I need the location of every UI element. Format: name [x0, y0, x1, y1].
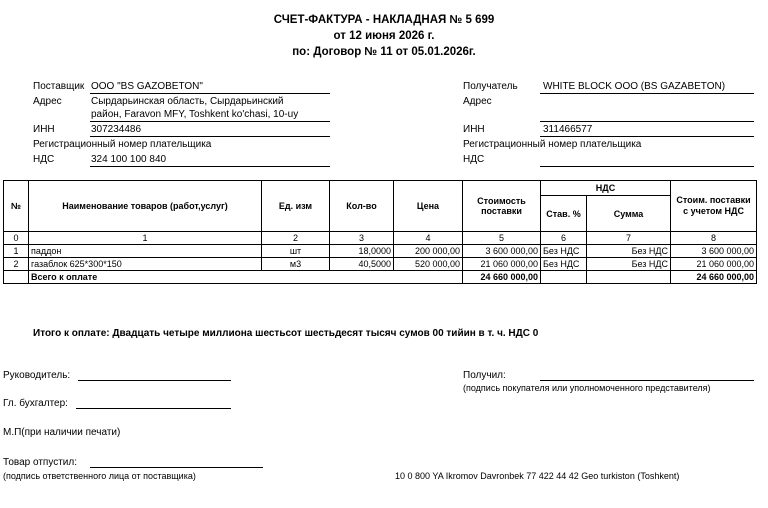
stamp-label: М.П(при наличии печати) [3, 427, 121, 438]
header-vat-rate: Став. % [541, 196, 587, 232]
supplier-name-line [90, 93, 330, 94]
colnum: 5 [463, 232, 541, 245]
supplier-address-line [90, 121, 330, 122]
table-row [4, 245, 757, 258]
accountant-signature-line [76, 408, 231, 409]
table-row [4, 258, 757, 271]
row-qty: 18,0000 [330, 245, 394, 258]
supplier-address-label: Адрес [33, 96, 62, 107]
buyer-address-line [540, 121, 754, 122]
buyer-inn: 311466577 [543, 124, 593, 135]
header-qty: Кол-во [330, 181, 394, 232]
header-price: Цена [394, 181, 463, 232]
row-vat-sum: Без НДС [587, 258, 671, 271]
row-price: 200 000,00 [394, 245, 463, 258]
supplier-vat-line [90, 166, 330, 167]
row-vat-sum: Без НДС [587, 245, 671, 258]
footer-note: 10 0 800 YA Ikromov Davronbek 77 422 44 42 Geo turkiston (Toshkent) [395, 471, 680, 481]
header-vat-group: НДС [541, 181, 671, 196]
row-name: газаблок 625*300*150 [29, 258, 262, 271]
buyer-vat-line [540, 166, 754, 167]
row-cost: 3 600 000,00 [463, 245, 541, 258]
total-vat-rate-cell [541, 271, 587, 284]
total-label: Всего к оплате [29, 271, 463, 284]
row-vat-rate: Без НДС [541, 258, 587, 271]
buyer-address-label: Адрес [463, 96, 492, 107]
supplier-address-line2: район, Faravon MFY, Toshkent ko'chasi, 10-uy [91, 109, 299, 120]
colnum: 1 [29, 232, 262, 245]
colnum: 8 [671, 232, 757, 245]
invoice-date: от 12 июня 2026 г. [333, 30, 435, 42]
row-no: 2 [4, 258, 29, 271]
row-price: 520 000,00 [394, 258, 463, 271]
buyer-vat-label: НДС [463, 154, 485, 165]
invoice-title: СЧЕТ-ФАКТУРА - НАКЛАДНАЯ № 5 699 [273, 14, 495, 26]
buyer-name-line [540, 93, 754, 94]
header-unit: Ед. изм [262, 181, 330, 232]
row-name: паддон [29, 245, 262, 258]
total-with-vat: 24 660 000,00 [671, 271, 757, 284]
accountant-signature-label: Гл. бухгалтер: [3, 398, 68, 409]
supplier-inn: 307234486 [91, 124, 142, 135]
colnum: 7 [587, 232, 671, 245]
row-unit: шт [262, 245, 330, 258]
buyer-label: Получатель [463, 81, 518, 92]
total-cost: 24 660 000,00 [463, 271, 541, 284]
released-note: (подпись ответственного лица от поставщика) [3, 471, 196, 481]
total-vat-sum-cell [587, 271, 671, 284]
header-name: Наименование товаров (работ,услуг) [29, 181, 262, 232]
invoice-contract: по: Договор № 11 от 05.01.2026г. [292, 46, 476, 58]
row-no: 1 [4, 245, 29, 258]
row-qty: 40,5000 [330, 258, 394, 271]
received-label: Получил: [463, 370, 506, 381]
supplier-vat: 324 100 100 840 [91, 154, 167, 165]
supplier-inn-line [90, 136, 330, 137]
supplier-vat-label: НДС [33, 154, 55, 165]
total-no-cell [4, 271, 29, 284]
supplier-label: Поставщик [33, 81, 85, 92]
table-column-numbers-row [4, 232, 757, 245]
buyer-name: WHITE BLOCK ООО (BS GAZABETON) [543, 81, 726, 92]
header-cost: Стоимость поставки [463, 181, 541, 232]
head-signature-line [78, 380, 231, 381]
received-signature-line [540, 380, 754, 381]
colnum: 6 [541, 232, 587, 245]
received-note: (подпись покупателя или уполномоченного представителя) [463, 383, 711, 393]
header-vat-sum: Сумма [587, 196, 671, 232]
supplier-name: ООО "BS GAZOBETON" [91, 81, 203, 92]
buyer-inn-line [540, 136, 754, 137]
buyer-reg-label: Регистрационный номер плательщика [463, 139, 642, 150]
colnum: 4 [394, 232, 463, 245]
supplier-inn-label: ИНН [33, 124, 55, 135]
colnum: 0 [4, 232, 29, 245]
invoice-items-table [3, 180, 757, 284]
row-unit: м3 [262, 258, 330, 271]
buyer-inn-label: ИНН [463, 124, 485, 135]
colnum: 2 [262, 232, 330, 245]
released-label: Товар отпустил: [3, 457, 77, 468]
head-signature-label: Руководитель: [3, 370, 71, 381]
supplier-address-line1: Сырдарьинская область, Сырдарьинский [91, 96, 284, 107]
colnum: 3 [330, 232, 394, 245]
amount-in-words: Итого к оплате: Двадцать четыре миллиона шестьсот шестьдесят тысяч сумов 00 тийин в т. ч. НДС 0 [33, 328, 539, 339]
supplier-reg-label: Регистрационный номер плательщика [33, 139, 212, 150]
row-total: 3 600 000,00 [671, 245, 757, 258]
table-header-row [4, 181, 757, 196]
released-signature-line [90, 467, 263, 468]
header-no: № [4, 181, 29, 232]
row-vat-rate: Без НДС [541, 245, 587, 258]
row-total: 21 060 000,00 [671, 258, 757, 271]
row-cost: 21 060 000,00 [463, 258, 541, 271]
header-total: Стоим. поставки с учетом НДС [671, 181, 757, 232]
table-total-row [4, 271, 757, 284]
